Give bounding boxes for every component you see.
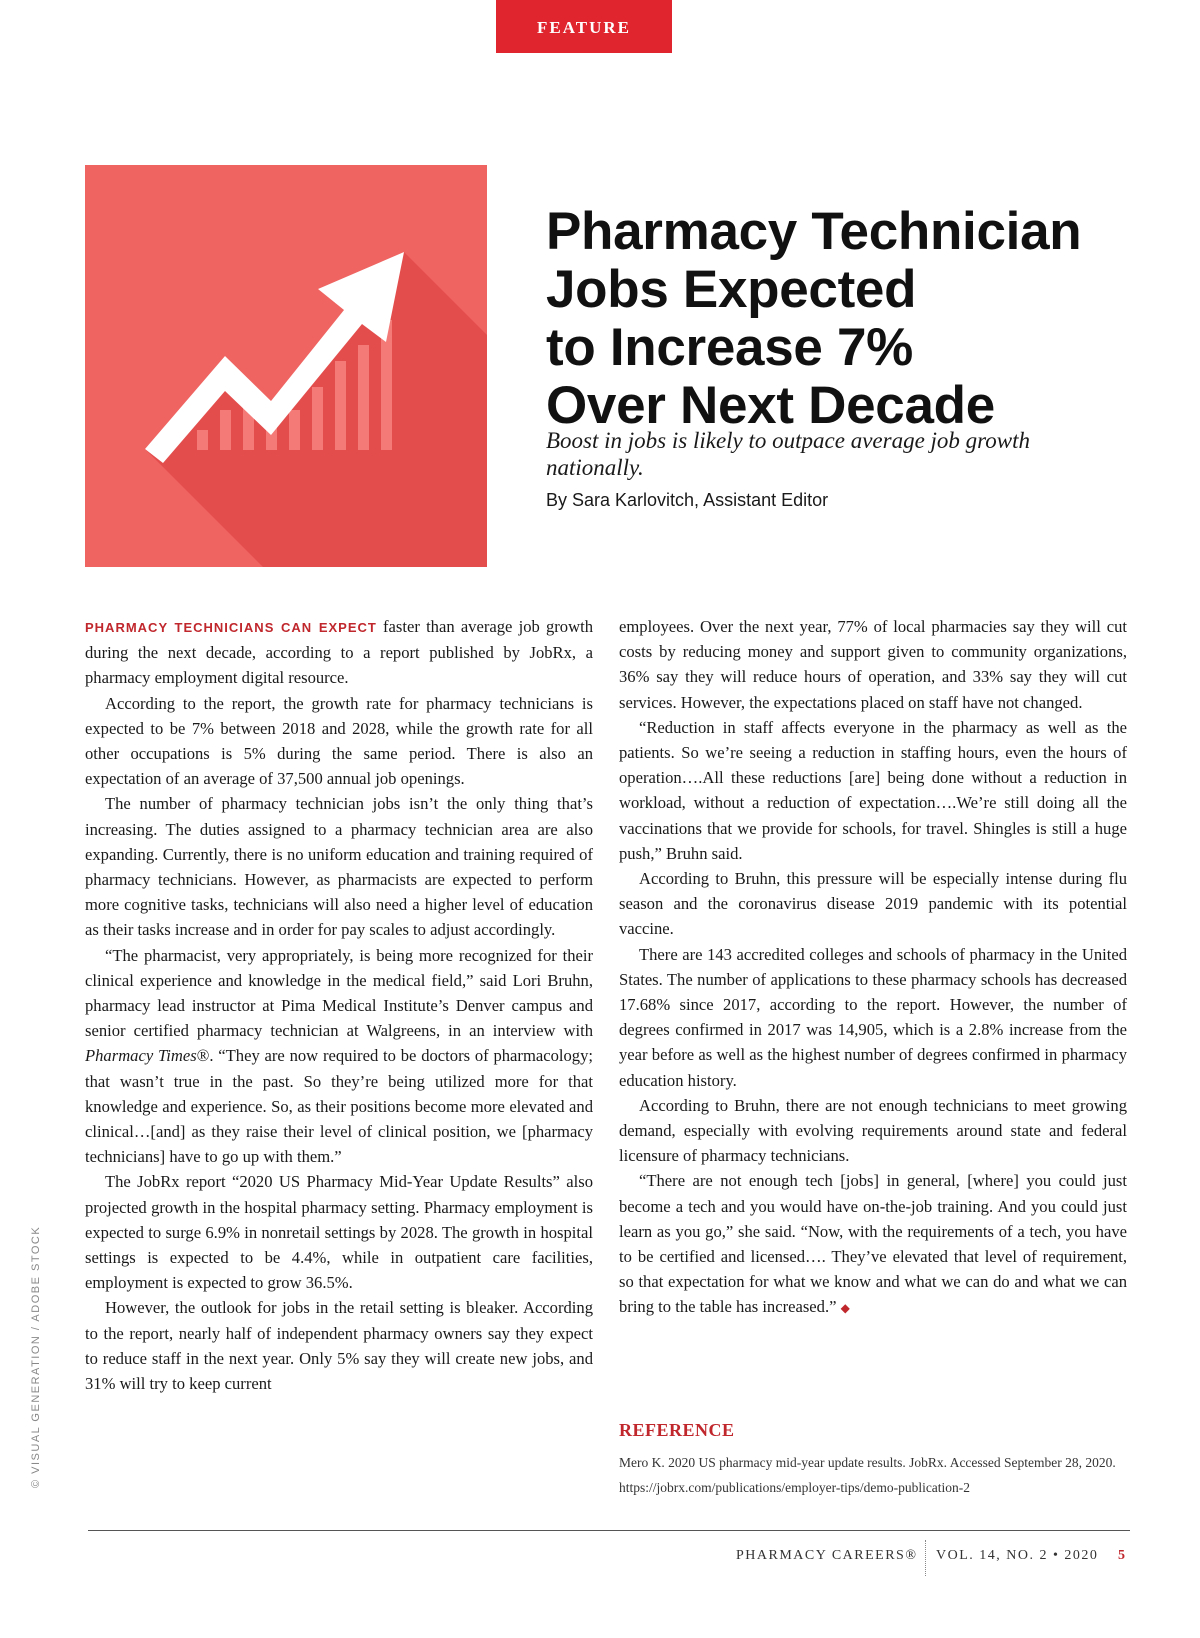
reference-heading: REFERENCE	[619, 1420, 735, 1440]
body-column-left	[85, 614, 593, 1396]
publication-name: Pharmacy Times	[85, 1046, 197, 1066]
title-line: Jobs Expected	[546, 260, 917, 319]
body-paragraph: “Reduction in staff affects everyone in the pharmacy as well as the patients. So we’re seeing a reduction in staffing hours, even the hours of operation….All these reductions [are] being done without a reduction in workload, without a reduction of expectation….We’re still doing all the vaccinations that we provide for schools, for travel. Shingles is still a huge push,” Bruhn said.	[619, 717, 1127, 863]
body-column-right	[619, 614, 1127, 1322]
body-paragraph: The number of pharmacy technician jobs isn’t the only thing that’s increasing. The duties assigned to a pharmacy technician area are also expanding. Currently, there is no uniform education and training required of pharmacy technicians. However, as pharmacists are expected to perform more cognitive tasks, technicians will also need a higher level of education as their tasks increase and in order for pay scales to adjust accordingly.	[85, 794, 593, 940]
body-paragraph: “There are not enough tech [jobs] in general, [where] you could just become a tech and you would have on-the-job training. And you could just learn as you go,” she said. “Now, with the requirements of a tech, you have to be certified and licensed…. They’ve elevated that level of requirement, so that expectation for what we know and what we can do and what we can bring to the table has increased.” ◆	[619, 1171, 1127, 1317]
footer-separator	[925, 1540, 926, 1576]
body-paragraph: According to Bruhn, this pressure will be especially intense during flu season and the coronavirus disease 2019 pandemic with its potential vaccine.	[619, 869, 1127, 939]
body-paragraph: “The pharmacist, very appropriately, is being more recognized for their clinical experience and knowledge in the medical field,” said Lori Bruhn, pharmacy lead instructor at Pima Medical Institute’s Denver campus and senior certified pharmacy technician at Walgreens, in an interview with Pharmacy Times®. “They are now required to be doctors of pharmacology; that wasn’t true in the past. So they’re being utilized more for that knowledge and experience. So, as their positions become more elevated and clinical…[and] as they raise their level of clinical position, we [pharmacy technicians] have to go up with them.”	[85, 945, 593, 1167]
body-paragraph: According to the report, the growth rate for pharmacy technicians is expected to be 7% between 2018 and 2028, while the growth rate for all other occupations is 5% during the same period. There is also an expectation of an average of 37,500 annual job openings.	[85, 693, 593, 789]
title-line: Over Next Decade	[546, 376, 995, 435]
end-mark-icon: ◆	[840, 1301, 850, 1316]
reference-text: Mero K. 2020 US pharmacy mid-year update results. JobRx. Accessed September 28, 2020. https://jobrx.com/publications/employer-tips/demo-publication-2	[619, 1455, 1116, 1495]
title-line: to Increase 7%	[546, 318, 913, 377]
article-title	[546, 203, 1146, 435]
article-byline: By Sara Karlovitch, Assistant Editor	[546, 490, 829, 510]
photo-credit: © VISUAL GENERATION / ADOBE STOCK	[30, 1225, 42, 1488]
trending-up-arrow-icon	[85, 165, 487, 567]
page-number: 5	[1118, 1548, 1127, 1563]
section-tab: FEATURE	[496, 0, 672, 53]
body-paragraph: The JobRx report “2020 US Pharmacy Mid-Year Update Results” also projected growth in the hospital pharmacy setting. Pharmacy employment is expected to surge 6.9% in nonretail settings by 2028. The growth in hospital settings is expected to be 4.4%, while in outpatient care facilities, employment is expected to grow 36.5%.	[85, 1172, 593, 1293]
body-paragraph: However, the outlook for jobs in the retail setting is bleaker. According to the report, nearly half of independent pharmacy owners say they expect to reduce staff in the next year. Only 5% say they will create new jobs, and 31% will try to keep current	[85, 1298, 593, 1394]
footer-magazine-name: PHARMACY CAREERS®	[736, 1548, 918, 1563]
lead-in: PHARMACY TECHNICIANS CAN EXPECT	[85, 620, 377, 635]
body-paragraph: PHARMACY TECHNICIANS CAN EXPECT faster than average job growth during the next decade, according to a report published by JobRx, a pharmacy employment digital resource.	[85, 617, 593, 688]
footer-rule	[88, 1530, 1130, 1531]
body-paragraph: There are 143 accredited colleges and schools of pharmacy in the United States. The number of applications to these pharmacy schools has decreased 17.68% since 2017, according to the report. However, the number of degrees confirmed in 2017 was 14,905, which is a 2.8% increase from the year before as well as the highest number of degrees confirmed in pharmacy education history.	[619, 944, 1127, 1090]
article-subtitle: Boost in jobs is likely to outpace average job growth nationally.	[546, 428, 1030, 480]
hero-image	[85, 165, 487, 567]
title-line: Pharmacy Technician	[546, 202, 1082, 261]
footer-issue: VOL. 14, NO. 2 • 2020	[936, 1548, 1099, 1563]
body-paragraph: According to Bruhn, there are not enough technicians to meet growing demand, especially with evolving requirements around state and federal licensure of pharmacy technicians.	[619, 1095, 1127, 1166]
body-paragraph: employees. Over the next year, 77% of local pharmacies say they will cut costs by reducing money and support given to community organizations, 36% say they will reduce hours of operation, and 33% say they will cut services. However, the expectations placed on staff have not changed.	[619, 617, 1127, 712]
